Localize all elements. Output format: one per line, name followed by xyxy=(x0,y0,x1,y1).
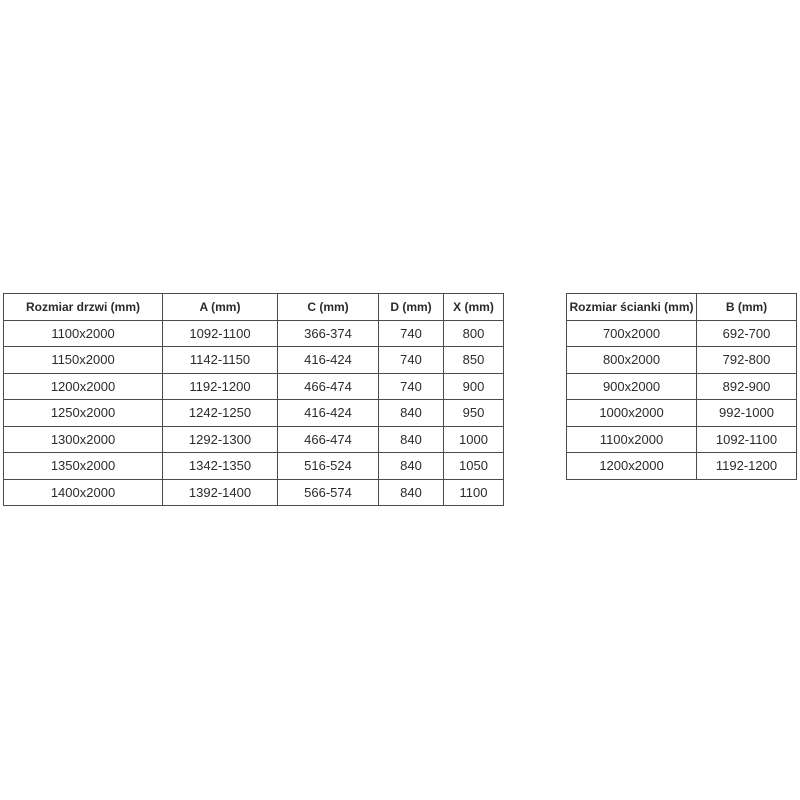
table-cell: 1192-1200 xyxy=(697,453,797,480)
table-cell: 840 xyxy=(379,479,444,506)
table-cell: 366-374 xyxy=(278,320,379,347)
table-cell: 516-524 xyxy=(278,453,379,480)
table-row xyxy=(567,320,797,347)
header-row xyxy=(4,294,504,321)
table-cell: 840 xyxy=(379,426,444,453)
table-row xyxy=(4,347,504,374)
table-cell: 692-700 xyxy=(697,320,797,347)
table-cell: 566-574 xyxy=(278,479,379,506)
table-cell: 1400x2000 xyxy=(4,479,163,506)
table-cell: 800 xyxy=(444,320,504,347)
table-row xyxy=(567,453,797,480)
column-header: Rozmiar drzwi (mm) xyxy=(4,294,163,321)
table-cell: 416-424 xyxy=(278,400,379,427)
table-cell: 1250x2000 xyxy=(4,400,163,427)
table-cell: 1342-1350 xyxy=(163,453,278,480)
table-cell: 466-474 xyxy=(278,373,379,400)
table-cell: 1200x2000 xyxy=(567,453,697,480)
table-cell: 1100x2000 xyxy=(4,320,163,347)
wall-size-table xyxy=(566,293,797,480)
table-cell: 1100x2000 xyxy=(567,426,697,453)
table-cell: 1192-1200 xyxy=(163,373,278,400)
table-cell: 950 xyxy=(444,400,504,427)
table-cell: 1142-1150 xyxy=(163,347,278,374)
table-cell: 1150x2000 xyxy=(4,347,163,374)
table-cell: 1000x2000 xyxy=(567,400,697,427)
table-row xyxy=(4,400,504,427)
table-cell: 992-1000 xyxy=(697,400,797,427)
table-cell: 1000 xyxy=(444,426,504,453)
table-cell: 1392-1400 xyxy=(163,479,278,506)
table-cell: 840 xyxy=(379,453,444,480)
table-cell: 1092-1100 xyxy=(697,426,797,453)
table-cell: 1350x2000 xyxy=(4,453,163,480)
table-cell: 740 xyxy=(379,373,444,400)
column-header: Rozmiar ścianki (mm) xyxy=(567,294,697,321)
table-cell: 740 xyxy=(379,347,444,374)
table-row xyxy=(4,426,504,453)
column-header: D (mm) xyxy=(379,294,444,321)
table-cell: 850 xyxy=(444,347,504,374)
table-cell: 1200x2000 xyxy=(4,373,163,400)
table-cell: 700x2000 xyxy=(567,320,697,347)
table-cell: 1242-1250 xyxy=(163,400,278,427)
table-cell: 1300x2000 xyxy=(4,426,163,453)
table-cell: 1100 xyxy=(444,479,504,506)
table-cell: 1292-1300 xyxy=(163,426,278,453)
column-header: A (mm) xyxy=(163,294,278,321)
column-header: X (mm) xyxy=(444,294,504,321)
table-row xyxy=(567,373,797,400)
table-row xyxy=(4,453,504,480)
table-cell: 1050 xyxy=(444,453,504,480)
table-row xyxy=(4,479,504,506)
door-size-table xyxy=(3,293,504,506)
table-cell: 900 xyxy=(444,373,504,400)
table-cell: 1092-1100 xyxy=(163,320,278,347)
table-row xyxy=(567,400,797,427)
table-cell: 800x2000 xyxy=(567,347,697,374)
table-cell: 466-474 xyxy=(278,426,379,453)
table-row xyxy=(567,347,797,374)
table-cell: 416-424 xyxy=(278,347,379,374)
table-row xyxy=(4,320,504,347)
table-cell: 840 xyxy=(379,400,444,427)
column-header: B (mm) xyxy=(697,294,797,321)
table-row xyxy=(567,426,797,453)
table-row xyxy=(4,373,504,400)
column-header: C (mm) xyxy=(278,294,379,321)
table-cell: 900x2000 xyxy=(567,373,697,400)
table-cell: 892-900 xyxy=(697,373,797,400)
table-cell: 792-800 xyxy=(697,347,797,374)
header-row xyxy=(567,294,797,321)
table-cell: 740 xyxy=(379,320,444,347)
